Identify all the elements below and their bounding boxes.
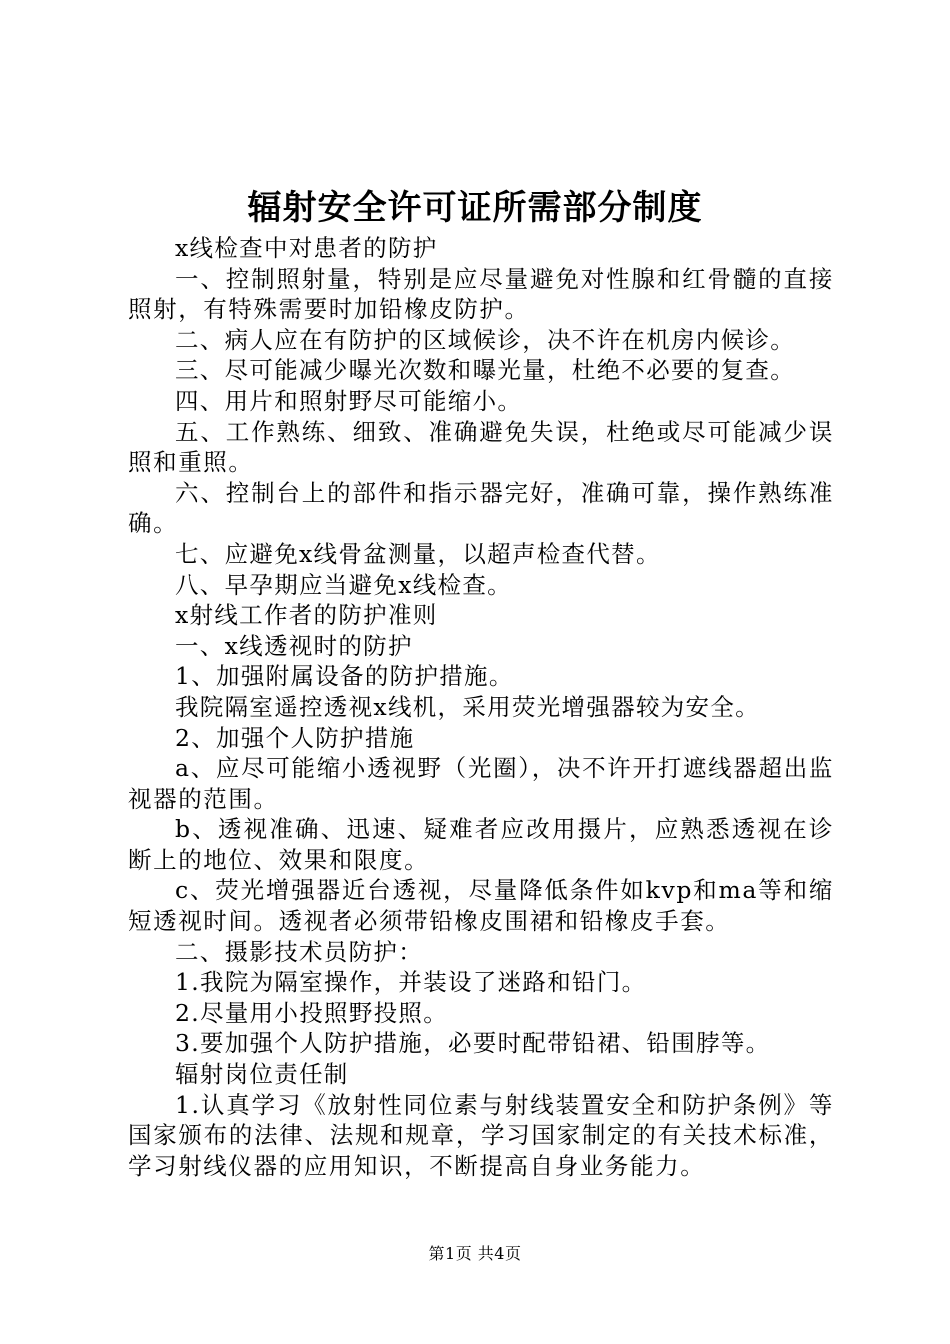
paragraph: 一、控制照射量，特别是应尽量避免对性腺和红骨髓的直接照射，有特殊需要时加铅橡皮防护。 [128, 264, 834, 324]
paragraph: 1.认真学习《放射性同位素与射线装置安全和防护条例》等国家颁布的法律、法规和规章，学习国家制定的有关技术标准，学习射线仪器的应用知识，不断提高自身业务能力。 [128, 1090, 834, 1180]
paragraph: 八、早孕期应当避免x线检查。 [175, 570, 512, 599]
paragraph: 六、控制台上的部件和指示器完好，准确可靠，操作熟练准确。 [128, 478, 834, 538]
paragraph: 2.尽量用小投照野投照。 [175, 998, 449, 1027]
paragraph: 二、病人应在有防护的区域候诊，决不许在机房内候诊。 [175, 325, 795, 354]
paragraph: 1.我院为隔室操作，并装设了迷路和铅门。 [175, 968, 647, 997]
paragraph: 二、摄影技术员防护： [175, 937, 423, 966]
paragraph: 一、x线透视时的防护 [175, 631, 413, 660]
paragraph: a、应尽可能缩小透视野（光圈），决不许开打遮线器超出监视器的范围。 [128, 754, 834, 813]
page-number-footer: 第1页 共4页 [428, 1244, 522, 1263]
paragraph: 七、应避免x线骨盆测量，以超声检查代替。 [175, 539, 661, 568]
document-title: 辐射安全许可证所需部分制度 [247, 188, 703, 228]
paragraph: 我院隔室遥控透视x线机，采用荧光增强器较为安全。 [175, 692, 760, 721]
paragraph: 四、用片和照射野尽可能缩小。 [175, 386, 523, 415]
document-body [128, 233, 834, 1181]
section-heading-worker-protection: x射线工作者的防护准则 [175, 601, 438, 630]
paragraph: b、透视准确、迅速、疑难者应改用摄片，应熟悉透视在诊断上的地位、效果和限度。 [128, 815, 834, 874]
paragraph: 五、工作熟练、细致、准确避免失误，杜绝或尽可能减少误照和重照。 [128, 417, 834, 477]
paragraph: 2、加强个人防护措施 [175, 723, 415, 752]
section-heading-job-responsibility: 辐射岗位责任制 [175, 1060, 349, 1089]
paragraph: 1、加强附属设备的防护措施。 [175, 662, 514, 691]
paragraph: c、荧光增强器近台透视，尽量降低条件如kvp和ma等和缩短透视时间。透视者必须带铅橡皮围裙和铅橡皮手套。 [128, 876, 834, 936]
paragraph: 三、尽可能减少曝光次数和曝光量，杜绝不必要的复查。 [175, 356, 795, 385]
paragraph: 3.要加强个人防护措施，必要时配带铅裙、铅围脖等。 [175, 1029, 771, 1058]
section-heading-patient-protection: x线检查中对患者的防护 [175, 234, 438, 262]
